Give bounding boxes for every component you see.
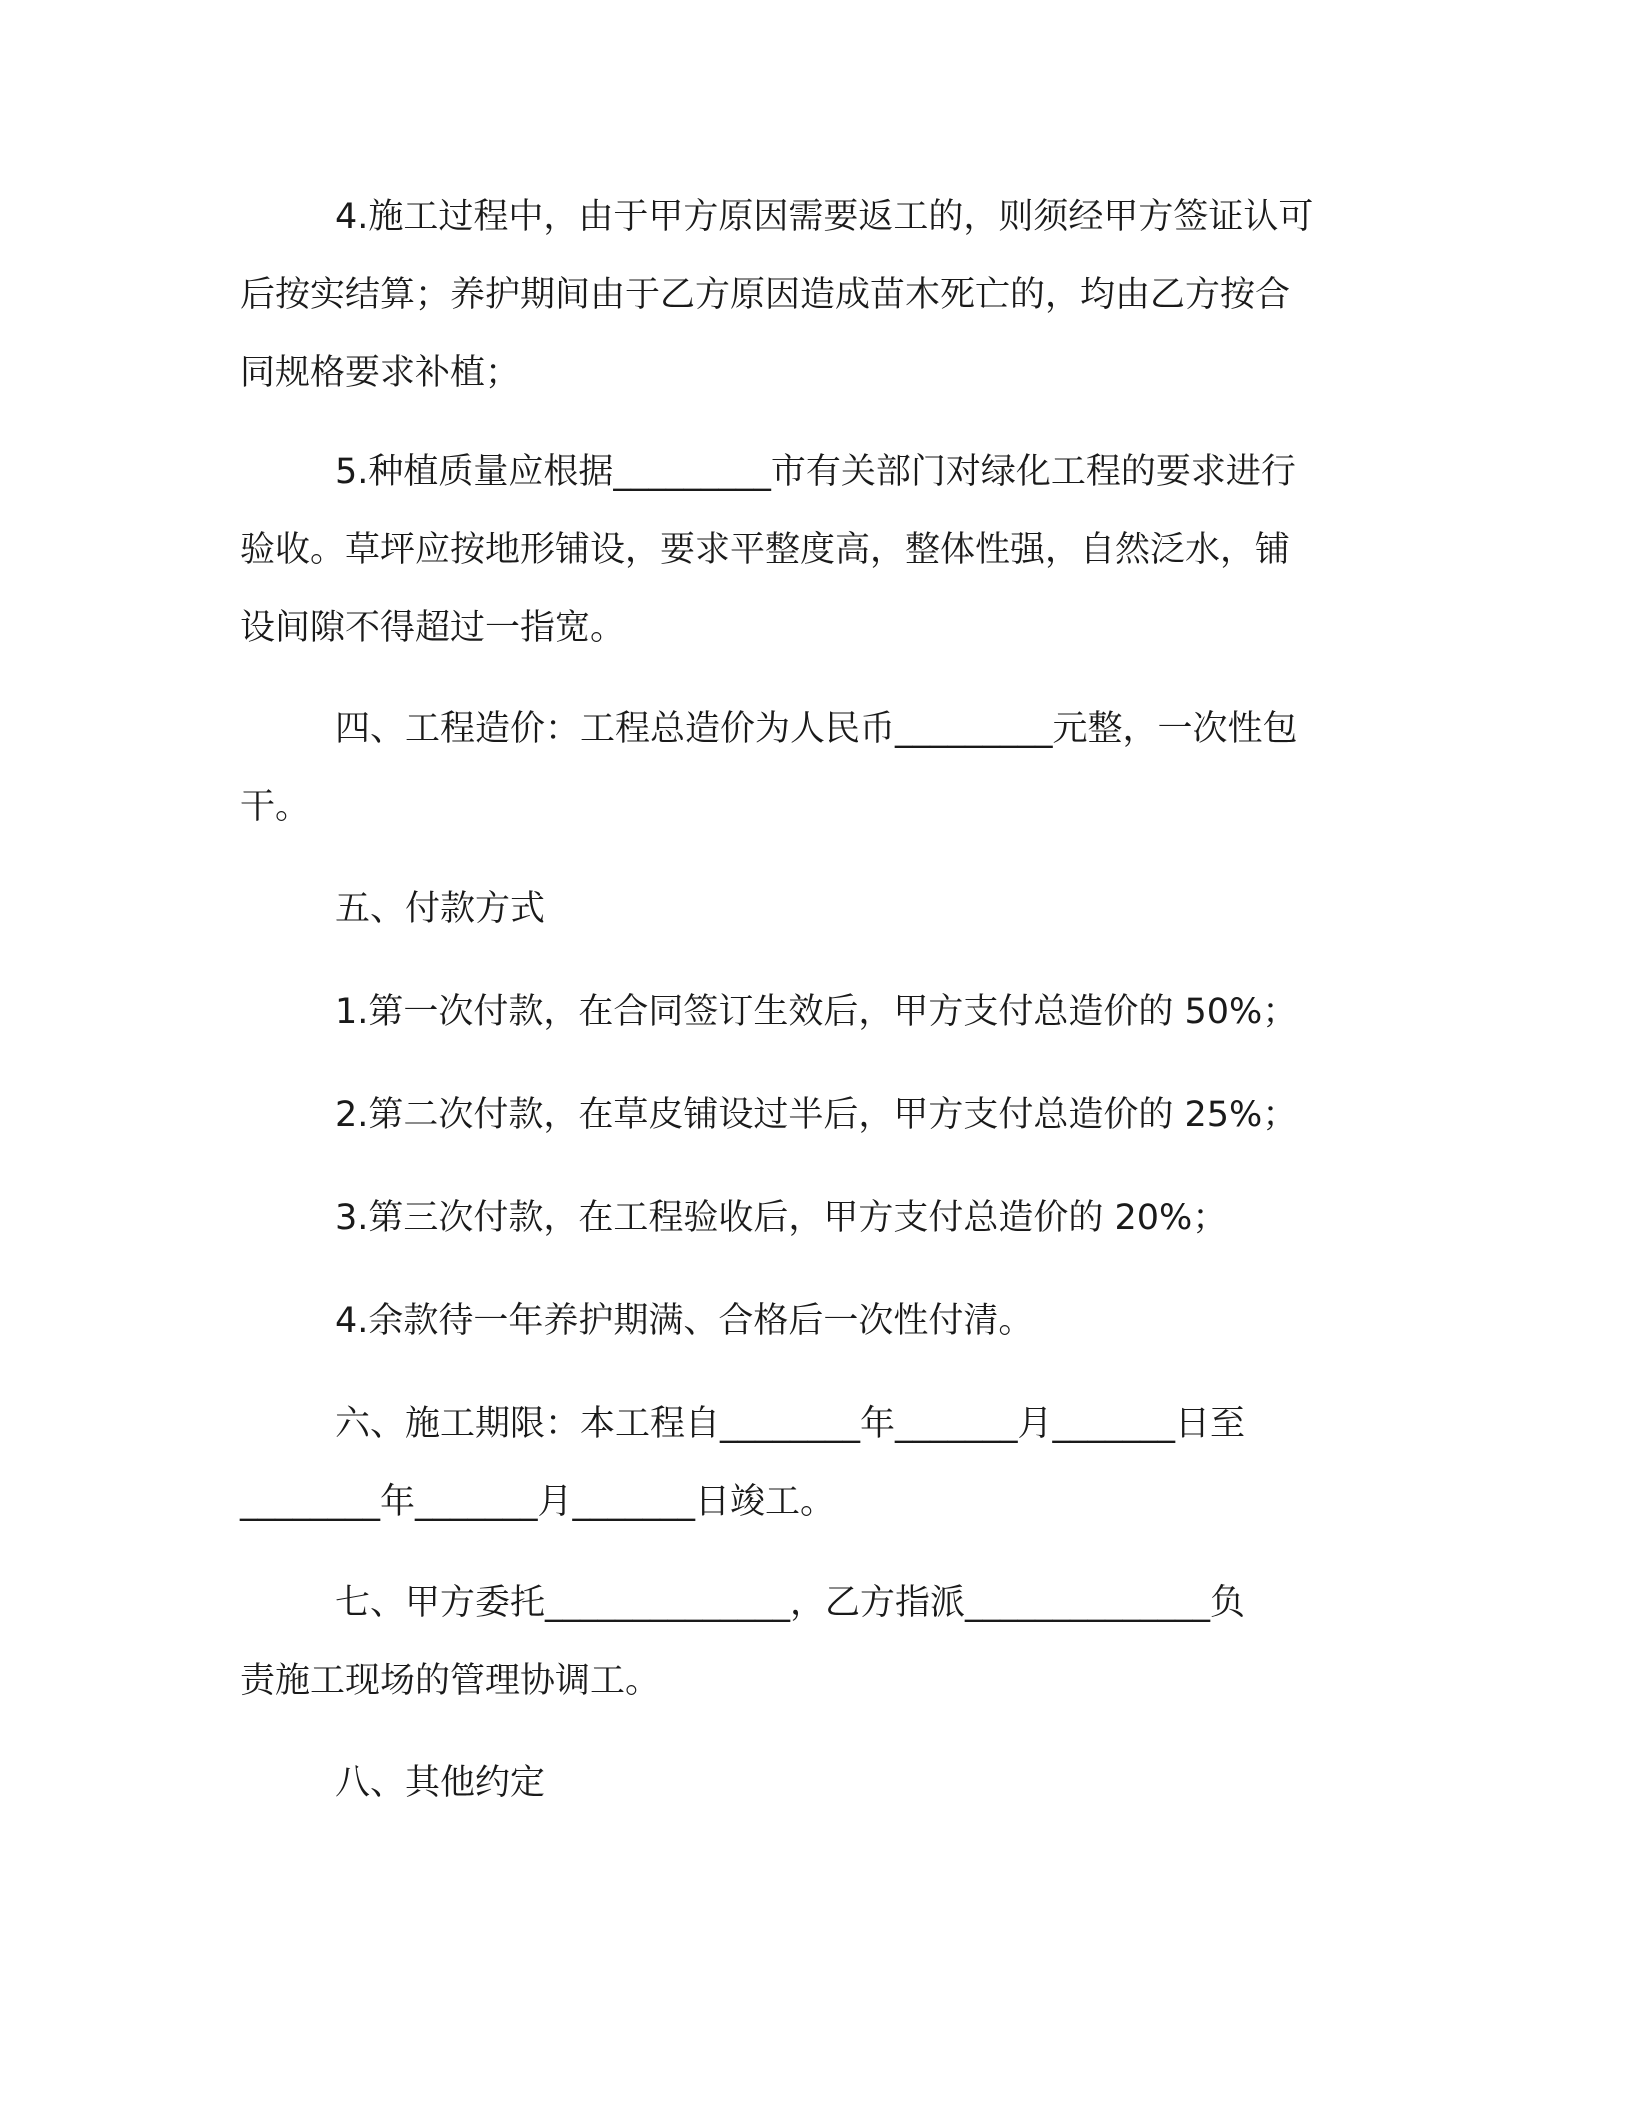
payment-item-1-text: 1.第一次付款，在合同签订生效后，甲方支付总造价的 50%； <box>335 992 1298 1032</box>
section-delegates-line-2: 责施工现场的管理协调工。 <box>240 1661 661 1701</box>
section-period-paragraph <box>240 1385 1370 1541</box>
clause-5-line-1: 5.种植质量应根据_________市有关部门对绿化工程的要求进行 <box>335 452 1296 492</box>
section-cost-line-1: 四、工程造价：工程总造价为人民币_________元整，一次性包 <box>335 709 1298 749</box>
clause-4-paragraph <box>240 178 1370 412</box>
clause-4-line-3: 同规格要求补植； <box>240 353 521 393</box>
payment-item-1 <box>240 973 1370 1051</box>
clause-5-line-2: 验收。草坪应按地形铺设，要求平整度高，整体性强，自然泛水，铺 <box>240 530 1291 570</box>
clause-4-line-1: 4.施工过程中，由于甲方原因需要返工的，则须经甲方签证认可 <box>335 197 1314 237</box>
section-cost-paragraph <box>240 690 1370 846</box>
payment-item-4-text: 4.余款待一年养护期满、合格后一次性付清。 <box>335 1301 1034 1341</box>
payment-item-2 <box>240 1076 1370 1154</box>
payment-item-3 <box>240 1179 1370 1257</box>
section-delegates-paragraph <box>240 1564 1370 1720</box>
clause-5-paragraph <box>240 433 1370 667</box>
clause-5-line-3: 设间隙不得超过一指宽。 <box>240 608 626 648</box>
section-payment-heading <box>240 870 1370 948</box>
section-delegates-line-1: 七、甲方委托______________，乙方指派______________负 <box>335 1583 1246 1623</box>
section-cost-line-2: 干。 <box>240 787 311 827</box>
payment-item-3-text: 3.第三次付款，在工程验收后，甲方支付总造价的 20%； <box>335 1198 1228 1238</box>
section-period-line-2: ________年_______月_______日竣工。 <box>240 1482 836 1522</box>
clause-4-line-2: 后按实结算；养护期间由于乙方原因造成苗木死亡的，均由乙方按合 <box>240 275 1291 315</box>
section-period-line-1: 六、施工期限：本工程自________年_______月_______日至 <box>335 1404 1246 1444</box>
payment-item-2-text: 2.第二次付款，在草皮铺设过半后，甲方支付总造价的 25%； <box>335 1095 1298 1135</box>
section-other-heading <box>240 1744 1370 1822</box>
section-other-heading-text: 八、其他约定 <box>335 1763 546 1803</box>
payment-item-4 <box>240 1282 1370 1360</box>
section-payment-heading-text: 五、付款方式 <box>335 889 546 929</box>
